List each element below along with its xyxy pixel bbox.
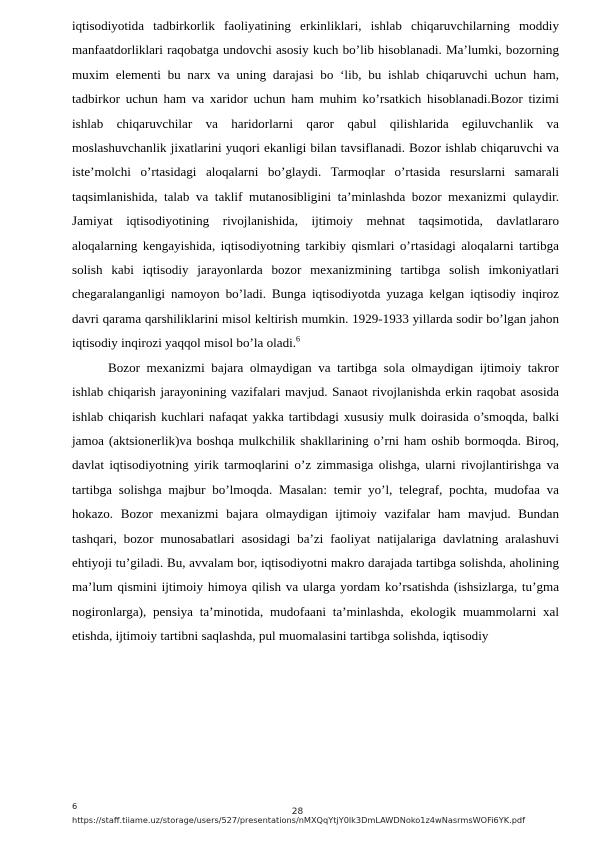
footnote-reference[interactable]: 6 — [296, 334, 301, 344]
paragraph-1 — [72, 14, 559, 356]
footnote-link[interactable]: https://staff.tiiame.uz/storage/users/527/presentations/nMXQqYtjY0lk3DmLAWDNoko1z4wNasrmsWOFi6YK.pdf — [72, 815, 525, 825]
document-body — [72, 14, 559, 649]
paragraph-2: Bozor mexanizmi bajara olmaydigan va tartibga sola olmaydigan ijtimoiy takror ishlab chiqarish jarayonining vazifalari mavjud. Sanaot rivojlanishda erkin raqobat asosida ishlab chiqarish kuchlari nafaqat yakka tartibdagi xususiy mulk doirasida o’smoqda, balki jamoa (aktsionerlik)va boshqa mulkchilik shakllarining o’rni ham oshib bormoqda. Biroq, davlat iqtisodiyotning yirik tarmoqlarini o’z zimmasiga olishga, ularni rivojlantirishga va tartibga solishga majbur bo’lmoqda. Masalan: temir yo’l, telegraf, pochta, mudofaa va hokazo. Bozor mexanizmi bajara olmaydigan ijtimoiy vazifalar ham mavjud. Bundan tashqari, bozor munosabatlari asosidagi ba’zi faoliyat natijalariga davlatning aralashuvi ehtiyoji tu’giladi. Bu, avvalam bor, iqtisodiyotni makro darajada tartibga solishda, aholining ma’lum qismini ijtimoiy himoya qilish va ularga yordam ko’rsatishda (ishsizlarga, tu’gma nogironlarga), pensiya ta’minotida, mudofaani ta’minlashda, ekologik muammolarni xal etishda, ijtimoiy tartibni saqlashda, pul muomalasini tartibga solishda, iqtisodiy — [72, 359, 559, 644]
page-number: 28 — [291, 807, 304, 817]
footnote-number: 6 — [72, 801, 78, 811]
paragraph-1-text: iqtisodiyotida tadbirkorlik faoliyatining erkinliklari, ishlab chiqaruvchilarning moddiy manfaatdorliklari raqobatga undovchi asosiy kuch bo’lib hisoblanadi. Ma’lumki, bozorning muxim elementi bu narx va uning darajasi bo ‘lib, bu ishlab chiqaruvchi uchun ham, tadbirkor uchun ham va xaridor uchun ham muhim ko’rsatkich hisoblanadi.Bozor tizimi ishlab chiqaruvchilar va haridorlarni qaror qabul qilishlarida egiluvchanlik va moslashuvchanlik jixatlarini yuqori ekanligi bilan tavsiflanadi. Bozor ishlab chiqaruvchi va iste’molchi o’rtasidagi aloqalarni bo’glaydi. Tarmoqlar o’rtasida resurslarni samarali taqsimlanishida, talab va taklif mutanosibligini ta’minlashda bozor mexanizmi qulaydir. Jamiyat iqtisodiyotining rivojlanishida, ijtimoiy mehnat taqsimotida, davlatlararo aloqalarning kengayishida, iqtisodiyotning tarkibiy qismlari o’rtasidagi aloqalarni tartibga solish kabi iqtisodiy jarayonlarda bozor mexanizmining tartibga solish imkoniyatlari chegaralanganligi namoyon bo’ladi. Bunga iqtisodiyotda yuzaga kelgan iqtisodiy inqiroz davri qarama qarshiliklarini misol keltirish mumkin. 1929-1933 yillarda sodir bo’lgan jahon iqtisodiy inqirozi yaqqol misol bo’la oladi. — [72, 18, 559, 351]
